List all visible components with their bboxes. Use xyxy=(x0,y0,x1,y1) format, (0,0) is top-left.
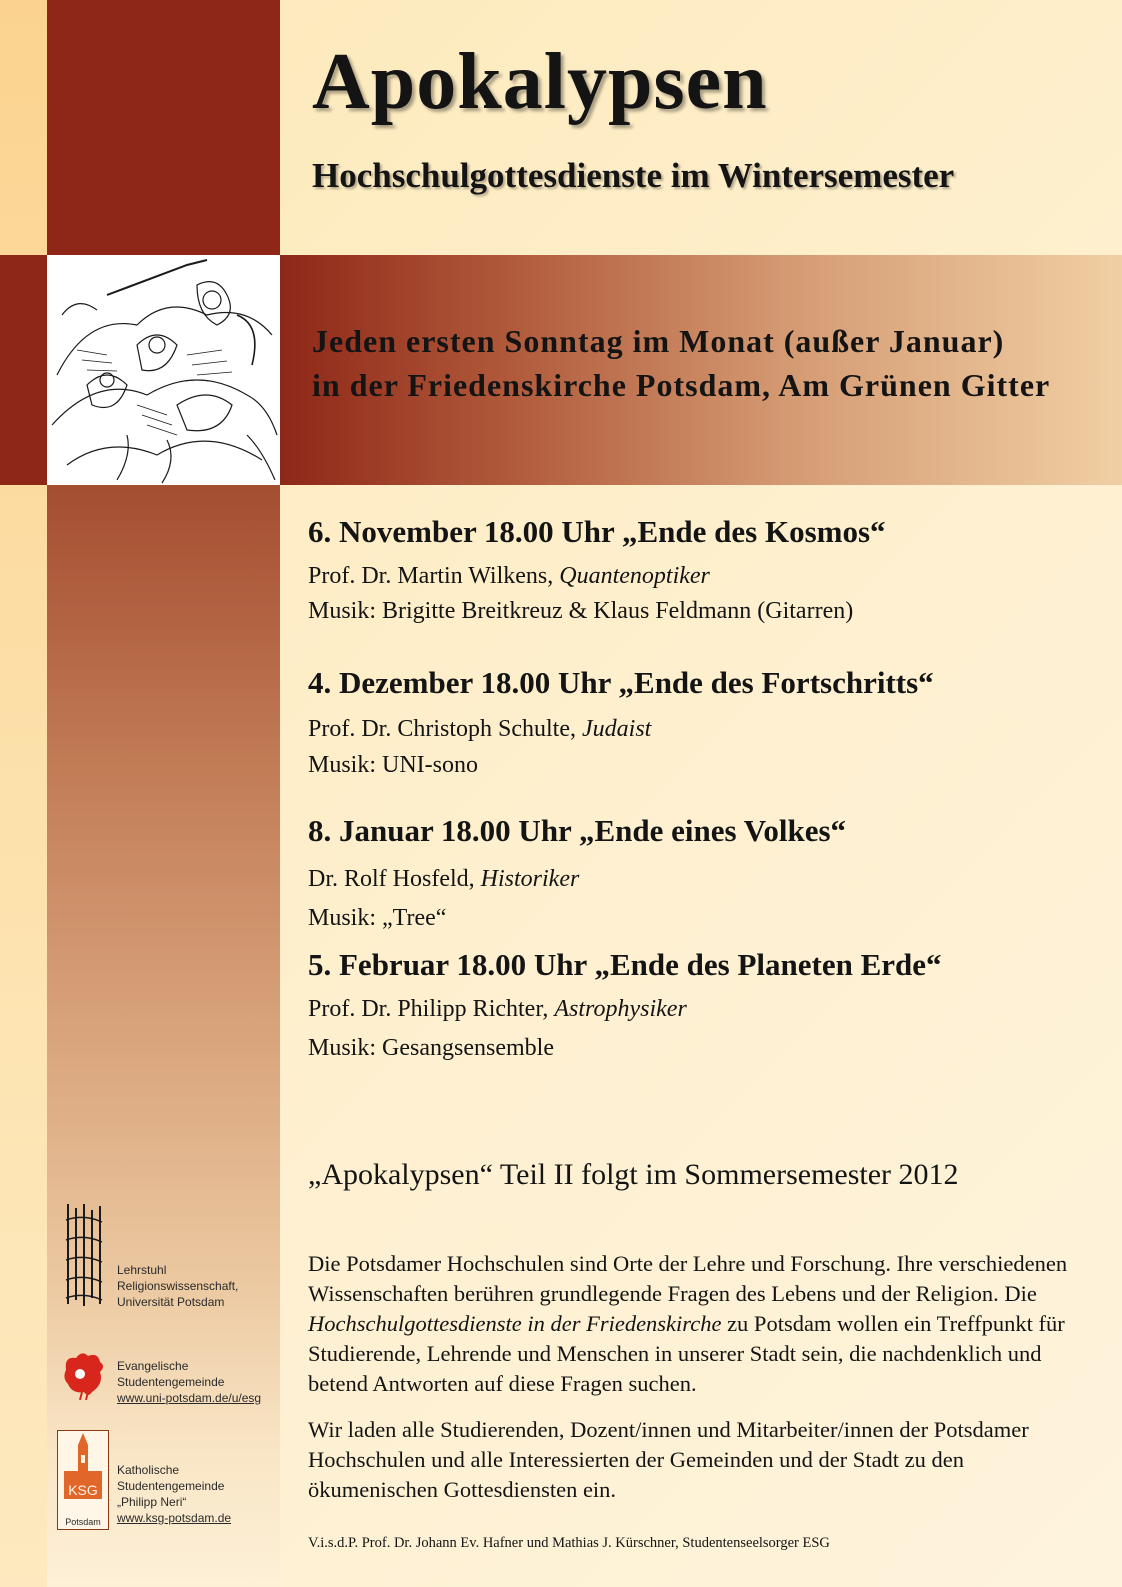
ksg-badge-sub: Potsdam xyxy=(65,1517,101,1527)
location-line: in der Friedenskirche Potsdam, Am Grünen Gitter xyxy=(312,367,1051,403)
event-speaker: Prof. Dr. Philipp Richter, Astrophysiker xyxy=(308,996,687,1022)
event-heading: 6. November 18.00 Uhr „Ende des Kosmos“ xyxy=(308,514,886,549)
event-music: Musik: „Tree“ xyxy=(308,905,447,931)
invitation-paragraph: Wir laden alle Studierenden, Dozent/innen und Mitarbeiter/innen der Potsdamer Hochschulen und alle Interessierten der Gemeinden und der Stadt zu den ökumenischen Gottesdiensten ein. xyxy=(308,1417,1029,1502)
teaser-line: „Apokalypsen“ Teil II folgt im Sommersemester 2012 xyxy=(308,1158,959,1191)
chair-logo-icon xyxy=(62,1200,106,1310)
event-music: Musik: UNI-sono xyxy=(308,752,479,778)
apocalyptic-riders-illustration xyxy=(47,255,280,485)
chair-logo-text: Lehrstuhl Religionswissenschaft, Universität Potsdam xyxy=(117,1263,239,1309)
ksg-url-link[interactable]: www.ksg-potsdam.de xyxy=(117,1511,232,1525)
ksg-church-icon xyxy=(57,1430,109,1530)
intro-paragraph: Die Potsdamer Hochschulen sind Orte der Lehre und Forschung. Ihre verschiedenen Wissenschaften berühren grundlegende Fragen des Lebens und der Religion. Die Hochschulgottesdienste in der Friedenskirche zu Potsdam wollen ein Treffpunkt für Studierende, Lehrende und Menschen in unserer Stadt sein, die nachdenklich und betend Antworten auf diese Fragen suchen. xyxy=(308,1251,1068,1396)
event-heading: 5. Februar 18.00 Uhr „Ende des Planeten Erde“ xyxy=(308,947,942,982)
event-music: Musik: Brigitte Breitkreuz & Klaus Feldmann (Gitarren) xyxy=(308,598,854,624)
svg-text:KSG: KSG xyxy=(68,1482,98,1498)
rooster-icon xyxy=(60,1348,108,1400)
event-heading: 4. Dezember 18.00 Uhr „Ende des Fortschritts“ xyxy=(308,665,934,700)
side-column xyxy=(47,485,280,1587)
event-heading: 8. Januar 18.00 Uhr „Ende eines Volkes“ xyxy=(308,813,847,848)
page-subtitle: Hochschulgottesdienste im Wintersemester xyxy=(312,156,955,195)
ksg-logo-text: Katholische Studentengemeinde „Philipp Neri“ www.ksg-potsdam.de xyxy=(117,1463,232,1525)
schedule-line: Jeden ersten Sonntag im Monat (außer Januar) xyxy=(312,323,1005,359)
page-title: Apokalypsen xyxy=(312,38,768,126)
credit-line: V.i.s.d.P. Prof. Dr. Johann Ev. Hafner und Mathias J. Kürschner, Studentenseelsorger ESG xyxy=(308,1535,830,1551)
left-strip xyxy=(0,0,47,1587)
esg-logo-text: Evangelische Studentengemeinde www.uni-potsdam.de/u/esg xyxy=(117,1359,262,1405)
esg-url-link[interactable]: www.uni-potsdam.de/u/esg xyxy=(117,1391,262,1405)
event-speaker: Prof. Dr. Martin Wilkens, Quantenoptiker xyxy=(308,563,710,589)
top-red-block xyxy=(47,0,280,255)
event-speaker: Prof. Dr. Christoph Schulte, Judaist xyxy=(308,716,652,742)
event-speaker: Dr. Rolf Hosfeld, Historiker xyxy=(308,866,580,892)
event-music: Musik: Gesangsensemble xyxy=(308,1035,554,1061)
